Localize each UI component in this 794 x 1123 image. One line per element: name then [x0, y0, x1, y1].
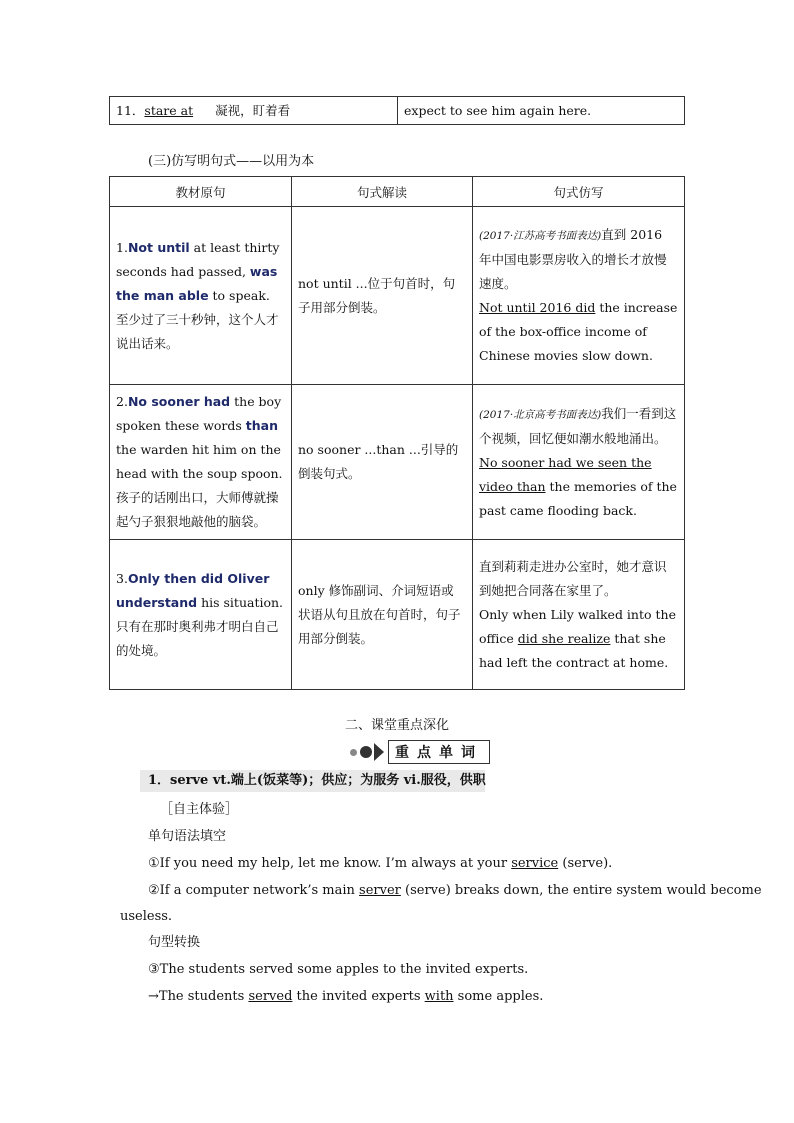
- word-heading: 1．serve vt.端上(饭菜等)；供应；为服务 vi.服役，供职: [148, 773, 486, 788]
- phrase-meaning: 凝视，盯着看: [215, 102, 291, 118]
- table-row: [110, 385, 685, 540]
- text-segment: his situation.: [197, 594, 284, 610]
- orig-cn: 至少过了三十秒钟，这个人才说出话来。: [116, 311, 279, 351]
- sub-heading-transform: 句型转换: [148, 935, 201, 950]
- question-3: ③The students served some apples to the invited experts.: [148, 962, 529, 977]
- answer: with: [424, 989, 454, 1004]
- header-explain: 句式解读: [292, 177, 473, 207]
- orig-cn: 只有在那时奥利弗才明白自己的处境。: [116, 618, 279, 658]
- copy-cn: 我们一看到这个视频，回忆便如潮水般地涌出。: [479, 405, 677, 446]
- item-number: 11．: [116, 102, 145, 118]
- text-segment: the increase of the box-office income of Chinese movies slow down.: [479, 300, 678, 363]
- answer: served: [248, 989, 293, 1004]
- phrase: stare at: [144, 102, 194, 118]
- self-check-label: ［自主体验］: [160, 802, 239, 817]
- copy-en: [479, 603, 678, 675]
- source: (2017·江苏高考书面表达): [479, 230, 602, 242]
- text-segment: Not until 2016 did: [479, 300, 596, 315]
- copy-cn: 直到 2016 年中国电影票房收入的增长才放慢速度。: [479, 227, 667, 291]
- header-original: 教材原句: [110, 177, 292, 207]
- text-segment: 2.: [116, 394, 128, 409]
- question-1: ①If you need my help, let me know. I’m always at your service (serve).: [148, 856, 613, 871]
- orig-cn: 孩子的话刚出口，大师傅就操起勺子狠狠地敲他的脑袋。: [116, 490, 279, 529]
- orig-cell: [110, 385, 292, 540]
- top-table: [109, 96, 685, 125]
- banner-label: 重点单词: [388, 740, 490, 764]
- copy-cn: 直到莉莉走进办公室时，她才意识到她把合同落在家里了。: [479, 558, 667, 598]
- sub-heading-fill: 单句语法填空: [148, 829, 227, 844]
- sentence-table: [109, 176, 685, 690]
- phrase-example: expect to see him again here.: [398, 97, 685, 125]
- text-segment: that she had left the contract at home.: [479, 630, 669, 670]
- dot-icon: [360, 746, 372, 758]
- header-imitate: 句式仿写: [473, 177, 685, 207]
- text-segment: to speak.: [208, 287, 270, 303]
- copy-cell: [473, 207, 685, 385]
- phrase-cell: [110, 97, 398, 125]
- text-segment: than: [245, 418, 279, 433]
- dot-icon: [350, 749, 357, 756]
- text-segment: the memories of the past came flooding back.: [479, 478, 677, 518]
- source: (2017·北京高考书面表达): [479, 408, 602, 421]
- text-segment: Only then did Oliver understand: [116, 570, 270, 610]
- text-segment: Not until: [127, 239, 190, 255]
- copy-en: [479, 451, 678, 523]
- question-4: →The students served the invited experts with some apples.: [148, 989, 544, 1004]
- text-segment: No sooner had we seen the video than: [479, 454, 652, 494]
- explain-cell: not until ...位于句首时，句子用部分倒装。: [292, 207, 473, 385]
- copy-cell: [473, 385, 685, 540]
- text-segment: 3.: [116, 570, 128, 586]
- answer: service: [511, 856, 559, 871]
- table-row: [110, 540, 685, 690]
- orig-en: [116, 390, 285, 486]
- orig-en: [116, 236, 285, 308]
- explain-cell: no sooner ...than ...引导的倒装句式。: [292, 385, 473, 540]
- section3-title: (三)仿写明句式——以用为本: [148, 154, 315, 169]
- text-segment: was the man able: [116, 263, 278, 303]
- text-segment: Only when Lily walked into the office: [479, 606, 676, 646]
- question-2-cont: useless.: [120, 909, 173, 924]
- section2-title: 二、课堂重点深化: [344, 718, 449, 733]
- text-segment: at least thirty seconds had passed,: [116, 239, 280, 279]
- text-segment: 1.: [116, 239, 128, 255]
- arrow-icon: [374, 743, 384, 761]
- orig-cell: [110, 207, 292, 385]
- copy-en: [479, 296, 678, 368]
- orig-cell: [110, 540, 292, 690]
- text-segment: did she realize: [517, 630, 611, 646]
- table-row: [110, 207, 685, 385]
- orig-en: [116, 567, 285, 615]
- copy-cell: [473, 540, 685, 690]
- text-segment: the warden hit him on the head with the soup spoon.: [116, 442, 283, 481]
- text-segment: No sooner had: [127, 394, 231, 409]
- key-words-banner: [350, 740, 490, 764]
- explain-cell: only 修饰副词、介词短语或状语从句且放在句首时，句子用部分倒装。: [292, 540, 473, 690]
- question-2: ②If a computer network’s main server (serve) breaks down, the entire system would become: [148, 883, 762, 898]
- text-segment: the boy spoken these words: [116, 394, 282, 433]
- answer: server: [359, 883, 401, 898]
